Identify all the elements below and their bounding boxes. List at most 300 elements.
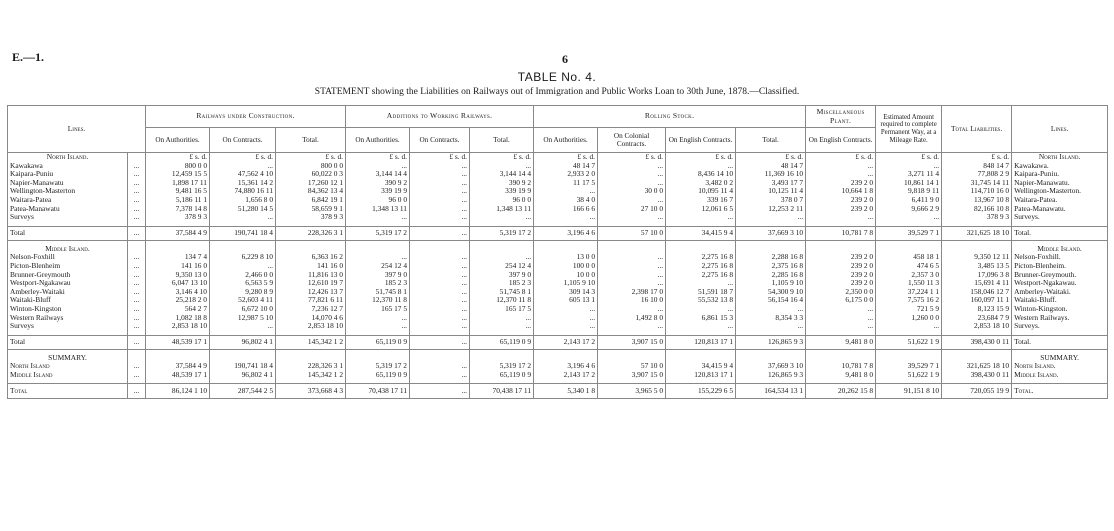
amount-cell: ...	[410, 162, 470, 171]
amount-cell: 6,175 0 0	[806, 296, 876, 305]
spacer-cell	[128, 153, 146, 162]
amount-cell: 239 2 0	[806, 196, 876, 205]
line-name-right: Kawakawa.	[1012, 162, 1108, 171]
amount-cell: 1,260 0 0	[876, 314, 942, 323]
amount-cell: 390 9 2	[346, 179, 410, 188]
line-name-right: Napier-Manawatu.	[1012, 179, 1108, 188]
amount-cell: ...	[534, 305, 598, 314]
spacer-cell	[806, 245, 876, 254]
section-heading-row	[8, 245, 1108, 254]
amount-cell: 6,047 13 10	[146, 279, 210, 288]
amount-cell: 800 0 0	[146, 162, 210, 171]
amount-cell: 48,539 17 1	[146, 371, 210, 380]
line-name-right: Middle Island.	[1012, 371, 1108, 380]
amount-cell: 12,426 13 7	[276, 288, 346, 297]
amount-cell: 100 0 0	[534, 262, 598, 271]
line-name: Kawakawa	[8, 162, 128, 171]
amount-cell: 10 0 0	[534, 271, 598, 280]
unit-label: £ s. d.	[470, 153, 534, 162]
amount-cell: 190,741 18 4	[210, 362, 276, 371]
amount-cell: 398,430 0 11	[942, 335, 1012, 349]
amount-cell: 96 0 0	[470, 196, 534, 205]
amount-cell: 74,880 16 11	[210, 187, 276, 196]
spacer-cell	[876, 354, 942, 363]
amount-cell: 145,342 1 2	[276, 335, 346, 349]
unit-label: £ s. d.	[210, 153, 276, 162]
spacer-cell	[128, 354, 146, 363]
amount-cell: 120,813 17 1	[666, 371, 736, 380]
amount-cell: 48 14 7	[736, 162, 806, 171]
amount-cell: 65,119 0 9	[346, 335, 410, 349]
amount-cell: 7,575 16 2	[876, 296, 942, 305]
total-row	[8, 335, 1108, 349]
amount-cell: 397 9 0	[470, 271, 534, 280]
line-name-right: Brunner-Greymouth.	[1012, 271, 1108, 280]
amount-cell: 70,438 17 11	[346, 384, 410, 399]
amount-cell: 3,907 15 0	[598, 335, 666, 349]
amount-cell: 12,987 5 10	[210, 314, 276, 323]
table-row	[8, 371, 1108, 380]
spacer-cell	[736, 245, 806, 254]
line-name-right: Total.	[1012, 335, 1108, 349]
amount-cell: 390 9 2	[470, 179, 534, 188]
amount-cell: 397 9 0	[346, 271, 410, 280]
amount-cell: 134 7 4	[146, 253, 210, 262]
line-name-right: Waitara-Patea.	[1012, 196, 1108, 205]
amount-cell: 17,096 3 8	[942, 271, 1012, 280]
unit-label: £ s. d.	[942, 153, 1012, 162]
amount-cell: ...	[806, 305, 876, 314]
amount-cell: 25,218 2 0	[146, 296, 210, 305]
amount-cell: 141 16 0	[276, 262, 346, 271]
amount-cell: ...	[806, 213, 876, 222]
amount-cell: 2,357 3 0	[876, 271, 942, 280]
amount-cell: 2,143 17 2	[534, 335, 598, 349]
amount-cell: 39,529 7 1	[876, 226, 942, 240]
spacer-cell	[346, 245, 410, 254]
amount-cell: 166 6 6	[534, 205, 598, 214]
line-name-right: Wellington-Masterton.	[1012, 187, 1108, 196]
amount-cell: 160,097 11 1	[942, 296, 1012, 305]
amount-cell: 190,741 18 4	[210, 226, 276, 240]
amount-cell: ...	[410, 279, 470, 288]
amount-cell: 91,151 8 10	[876, 384, 942, 399]
leader-dots: ...	[128, 187, 146, 196]
amount-cell: 254 12 4	[346, 262, 410, 271]
amount-cell: 60,022 0 3	[276, 170, 346, 179]
page-reference: E.—1.	[12, 50, 45, 64]
amount-cell: 378 9 3	[942, 213, 1012, 222]
table-row	[8, 187, 1108, 196]
spacer-cell	[942, 245, 1012, 254]
amount-cell: ...	[410, 296, 470, 305]
amount-cell: ...	[736, 213, 806, 222]
leader-dots: ...	[128, 213, 146, 222]
amount-cell: 12,459 15 5	[146, 170, 210, 179]
amount-cell: 848 14 7	[942, 162, 1012, 171]
amount-cell: 6,563 5 9	[210, 279, 276, 288]
section-heading: SUMMARY.	[8, 354, 128, 363]
railways-under-construction-header: Railways under Construction.	[146, 106, 346, 128]
leader-dots: ...	[128, 271, 146, 280]
table-row	[8, 253, 1108, 262]
amount-cell: 1,898 17 11	[146, 179, 210, 188]
amount-cell: 6,861 15 3	[666, 314, 736, 323]
section-heading-right: SUMMARY.	[1012, 354, 1108, 363]
line-name: Wellington-Masterton	[8, 187, 128, 196]
line-name: Brunner-Greymouth	[8, 271, 128, 280]
line-name-right: Nelson-Foxhill.	[1012, 253, 1108, 262]
amount-cell: ...	[598, 196, 666, 205]
amount-cell: 287,544 2 5	[210, 384, 276, 399]
lines-header-right: Lines.	[1012, 106, 1108, 153]
spacer-cell	[806, 354, 876, 363]
table-row	[8, 162, 1108, 171]
table-title: TABLE No. 4.	[517, 70, 597, 84]
table-body	[8, 153, 1108, 399]
amount-cell: 51,745 8 1	[346, 288, 410, 297]
amount-cell: 37,584 4 9	[146, 226, 210, 240]
amount-cell: 1,492 8 0	[598, 314, 666, 323]
col-header: Total.	[276, 128, 346, 153]
amount-cell: ...	[410, 314, 470, 323]
amount-cell: 2,143 17 2	[534, 371, 598, 380]
unit-label: £ s. d.	[346, 153, 410, 162]
spacer-cell	[146, 245, 210, 254]
line-name-right: Total.	[1012, 384, 1108, 399]
section-heading-row	[8, 354, 1108, 363]
amount-cell: 126,865 9 3	[736, 335, 806, 349]
col-header: Total.	[736, 128, 806, 153]
amount-cell: ...	[410, 179, 470, 188]
line-name-right: Westport-Ngakawau.	[1012, 279, 1108, 288]
amount-cell: 47,562 4 10	[210, 170, 276, 179]
spacer-cell	[346, 354, 410, 363]
amount-cell: 58,659 9 1	[276, 205, 346, 214]
amount-cell: ...	[410, 371, 470, 380]
amount-cell: 378 9 3	[146, 213, 210, 222]
amount-cell: ...	[410, 213, 470, 222]
page-number: 6	[562, 52, 568, 66]
amount-cell: 126,865 9 3	[736, 371, 806, 380]
lines-header: Lines.	[8, 106, 146, 153]
amount-cell: ...	[598, 179, 666, 188]
leader-dots: ...	[128, 170, 146, 179]
amount-cell: 6,363 16 2	[276, 253, 346, 262]
amount-cell: 1,105 9 10	[534, 279, 598, 288]
amount-cell: 8,123 15 9	[942, 305, 1012, 314]
col-header: On Contracts.	[410, 128, 470, 153]
amount-cell: 9,280 8 9	[210, 288, 276, 297]
amount-cell: 6,229 8 10	[210, 253, 276, 262]
amount-cell: 38 4 0	[534, 196, 598, 205]
amount-cell: 145,342 1 2	[276, 371, 346, 380]
amount-cell: ...	[876, 213, 942, 222]
amount-cell: 20,262 15 8	[806, 384, 876, 399]
unit-label: £ s. d.	[410, 153, 470, 162]
amount-cell: 2,275 16 8	[666, 253, 736, 262]
amount-cell: 84,362 13 4	[276, 187, 346, 196]
amount-cell: ...	[346, 213, 410, 222]
total-liabilities-header: Total Liabilities.	[942, 106, 1012, 153]
amount-cell: 17,260 12 1	[276, 179, 346, 188]
amount-cell: 721 5 9	[876, 305, 942, 314]
spacer-cell	[736, 354, 806, 363]
line-name: Total	[8, 384, 128, 399]
amount-cell: 31,745 14 11	[942, 179, 1012, 188]
leader-dots: ...	[128, 305, 146, 314]
amount-cell: 37,669 3 10	[736, 362, 806, 371]
amount-cell: ...	[598, 253, 666, 262]
line-name: Patea-Manawatu	[8, 205, 128, 214]
amount-cell: 254 12 4	[470, 262, 534, 271]
amount-cell: ...	[410, 262, 470, 271]
amount-cell: 321,625 18 10	[942, 362, 1012, 371]
amount-cell: 165 17 5	[346, 305, 410, 314]
miscellaneous-plant-header: Miscellaneous Plant.	[806, 106, 876, 128]
amount-cell: 564 2 7	[146, 305, 210, 314]
col-header: On English Contracts.	[666, 128, 736, 153]
amount-cell: ...	[736, 305, 806, 314]
amount-cell: 1,348 13 11	[470, 205, 534, 214]
amount-cell: ...	[598, 213, 666, 222]
amount-cell: 16 10 0	[598, 296, 666, 305]
amount-cell: 37,669 3 10	[736, 226, 806, 240]
line-name: Middle Island	[8, 371, 128, 380]
spacer-cell	[410, 245, 470, 254]
grand-total-row	[8, 384, 1108, 399]
line-name-right: Surveys.	[1012, 322, 1108, 331]
amount-cell: 1,656 8 0	[210, 196, 276, 205]
amount-cell: 5,319 17 2	[470, 226, 534, 240]
amount-cell: 12,610 19 7	[276, 279, 346, 288]
amount-cell: ...	[210, 213, 276, 222]
amount-cell: 39,529 7 1	[876, 362, 942, 371]
col-header: Total.	[470, 128, 534, 153]
amount-cell: 77,821 6 11	[276, 296, 346, 305]
spacer-cell	[128, 245, 146, 254]
table-row	[8, 196, 1108, 205]
amount-cell: ...	[534, 314, 598, 323]
spacer-cell	[942, 354, 1012, 363]
amount-cell: 9,350 13 0	[146, 271, 210, 280]
amount-cell: ...	[666, 213, 736, 222]
unit-label: £ s. d.	[534, 153, 598, 162]
amount-cell: 2,375 16 8	[736, 262, 806, 271]
amount-cell: 12,370 11 8	[470, 296, 534, 305]
amount-cell: 3,907 15 0	[598, 371, 666, 380]
line-name-right: Picton-Blenheim.	[1012, 262, 1108, 271]
leader-dots: ...	[128, 335, 146, 349]
amount-cell: 7,236 12 7	[276, 305, 346, 314]
table-row	[8, 305, 1108, 314]
amount-cell: 3,485 13 5	[942, 262, 1012, 271]
spacer-cell	[666, 245, 736, 254]
amount-cell: 120,813 17 1	[666, 335, 736, 349]
amount-cell: 378 0 7	[736, 196, 806, 205]
amount-cell: ...	[410, 362, 470, 371]
spacer-cell	[534, 354, 598, 363]
amount-cell: 605 13 1	[534, 296, 598, 305]
leader-dots: ...	[128, 253, 146, 262]
amount-cell: 10,095 11 4	[666, 187, 736, 196]
amount-cell: ...	[410, 187, 470, 196]
unit-label: £ s. d.	[276, 153, 346, 162]
leader-dots: ...	[128, 162, 146, 171]
table-row	[8, 314, 1108, 323]
amount-cell: ...	[410, 322, 470, 331]
col-header: On Authorities.	[346, 128, 410, 153]
leader-dots: ...	[128, 288, 146, 297]
amount-cell: ...	[346, 162, 410, 171]
amount-cell: 228,326 3 1	[276, 226, 346, 240]
amount-cell: 13,967 10 8	[942, 196, 1012, 205]
table-row	[8, 279, 1108, 288]
amount-cell: 12,370 11 8	[346, 296, 410, 305]
leader-dots: ...	[128, 322, 146, 331]
line-name: Surveys	[8, 322, 128, 331]
amount-cell: 10,125 11 4	[736, 187, 806, 196]
amount-cell: 27 10 0	[598, 205, 666, 214]
line-name: Surveys	[8, 213, 128, 222]
table-row	[8, 322, 1108, 331]
amount-cell: 65,119 0 9	[470, 335, 534, 349]
amount-cell: 239 2 0	[806, 179, 876, 188]
amount-cell: 2,466 0 0	[210, 271, 276, 280]
amount-cell: 474 6 5	[876, 262, 942, 271]
amount-cell: 96,802 4 1	[210, 371, 276, 380]
amount-cell: 51,280 14 5	[210, 205, 276, 214]
amount-cell: 48,539 17 1	[146, 335, 210, 349]
amount-cell: 9,666 2 9	[876, 205, 942, 214]
amount-cell: 228,326 3 1	[276, 362, 346, 371]
col-header: On Authorities.	[146, 128, 210, 153]
amount-cell: 96,802 4 1	[210, 335, 276, 349]
line-name-right: Winton-Kingston.	[1012, 305, 1108, 314]
spacer-cell	[276, 354, 346, 363]
amount-cell: 239 2 0	[806, 262, 876, 271]
unit-label: £ s. d.	[146, 153, 210, 162]
spacer-cell	[470, 245, 534, 254]
leader-dots: ...	[128, 384, 146, 399]
line-name: Amberley-Waitaki	[8, 288, 128, 297]
amount-cell: 10,861 14 1	[876, 179, 942, 188]
line-name: Napier-Manawatu	[8, 179, 128, 188]
amount-cell: 57 10 0	[598, 226, 666, 240]
amount-cell: ...	[598, 322, 666, 331]
amount-cell: 65,119 0 9	[346, 371, 410, 380]
amount-cell: 5,319 17 2	[346, 226, 410, 240]
spacer-cell	[534, 245, 598, 254]
table-row	[8, 262, 1108, 271]
amount-cell: ...	[598, 305, 666, 314]
amount-cell: 2,275 16 8	[666, 271, 736, 280]
amount-cell: 373,668 4 3	[276, 384, 346, 399]
amount-cell: 398,430 0 11	[942, 371, 1012, 380]
amount-cell: 51,591 18 7	[666, 288, 736, 297]
amount-cell: 158,046 12 7	[942, 288, 1012, 297]
leader-dots: ...	[128, 279, 146, 288]
table-row	[8, 205, 1108, 214]
amount-cell: 55,532 13 8	[666, 296, 736, 305]
line-name: Winton-Kingston	[8, 305, 128, 314]
amount-cell: 6,672 10 0	[210, 305, 276, 314]
amount-cell: 339 16 7	[666, 196, 736, 205]
amount-cell: 239 2 0	[806, 205, 876, 214]
amount-cell: ...	[410, 196, 470, 205]
amount-cell: 12,253 2 11	[736, 205, 806, 214]
col-header: On Colonial Contracts.	[598, 128, 666, 153]
table-row	[8, 362, 1108, 371]
amount-cell: 6,411 9 0	[876, 196, 942, 205]
amount-cell: 48 14 7	[534, 162, 598, 171]
amount-cell: ...	[410, 205, 470, 214]
leader-dots: ...	[128, 314, 146, 323]
leader-dots: ...	[128, 179, 146, 188]
amount-cell: ...	[806, 322, 876, 331]
amount-cell: 77,808 2 9	[942, 170, 1012, 179]
amount-cell: 13 0 0	[534, 253, 598, 262]
leader-dots: ...	[128, 196, 146, 205]
amount-cell: ...	[534, 322, 598, 331]
amount-cell: 12,061 6 5	[666, 205, 736, 214]
amount-cell: 309 14 3	[534, 288, 598, 297]
section-heading-right: North Island.	[1012, 153, 1108, 162]
rolling-stock-header: Rolling Stock.	[534, 106, 806, 128]
line-name-right: Surveys.	[1012, 213, 1108, 222]
amount-cell: ...	[346, 314, 410, 323]
unit-label: £ s. d.	[598, 153, 666, 162]
amount-cell: 3,482 0 2	[666, 179, 736, 188]
line-name: Waitara-Patea	[8, 196, 128, 205]
leader-dots: ...	[128, 362, 146, 371]
col-header: On Authorities.	[534, 128, 598, 153]
line-name: Picton-Blenheim	[8, 262, 128, 271]
amount-cell: ...	[666, 162, 736, 171]
spacer-cell	[146, 354, 210, 363]
amount-cell: ...	[410, 305, 470, 314]
amount-cell: 51,745 8 1	[470, 288, 534, 297]
total-row	[8, 226, 1108, 240]
amount-cell: 82,166 10 8	[942, 205, 1012, 214]
amount-cell: 52,603 4 11	[210, 296, 276, 305]
amount-cell: ...	[666, 279, 736, 288]
amount-cell: ...	[470, 314, 534, 323]
amount-cell: ...	[598, 279, 666, 288]
statement-heading: STATEMENT showing the Liabilities on Railways out of Immigration and Public Works Loan to 30th June, 1878.—Classified.	[314, 87, 800, 97]
amount-cell: 30 0 0	[598, 187, 666, 196]
amount-cell: 378 9 3	[276, 213, 346, 222]
amount-cell: ...	[470, 253, 534, 262]
line-name: Waitaki-Bluff	[8, 296, 128, 305]
amount-cell: ...	[666, 305, 736, 314]
amount-cell: ...	[470, 213, 534, 222]
amount-cell: 339 19 9	[470, 187, 534, 196]
amount-cell: ...	[210, 262, 276, 271]
amount-cell: 15,691 4 11	[942, 279, 1012, 288]
line-name-right: Waitaki-Bluff.	[1012, 296, 1108, 305]
amount-cell: 2,285 16 8	[736, 271, 806, 280]
amount-cell: 458 18 1	[876, 253, 942, 262]
amount-cell: ...	[736, 322, 806, 331]
unit-label: £ s. d.	[666, 153, 736, 162]
amount-cell: 239 2 0	[806, 271, 876, 280]
amount-cell: 1,105 9 10	[736, 279, 806, 288]
amount-cell: 15,361 14 2	[210, 179, 276, 188]
amount-cell: ...	[410, 170, 470, 179]
amount-cell: 10,781 7 8	[806, 226, 876, 240]
table-row	[8, 288, 1108, 297]
